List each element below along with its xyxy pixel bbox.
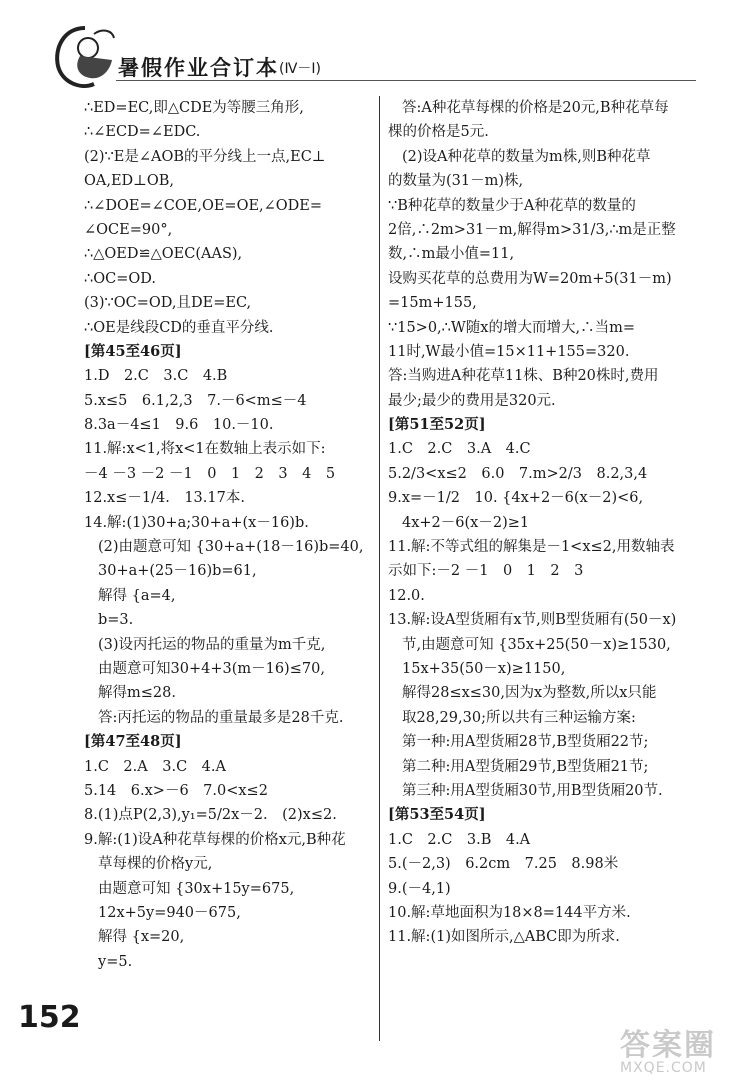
- book-title: 暑假作业合订本: [118, 56, 279, 80]
- answer-line: 解得 {a=4,: [98, 587, 176, 604]
- answer-line: 11时,W最小值=15×11+155=320.: [388, 343, 630, 360]
- answer-line: ∴△OED≌△OEC(AAS),: [84, 246, 243, 263]
- answer-line: 9.x=－1/2 10. {4x+2－6(x－2)<6,: [388, 490, 644, 507]
- answer-line: 最少;最少的费用是320元.: [388, 392, 556, 409]
- answer-line: 的数量为(31－m)株,: [388, 173, 524, 190]
- answer-line: ∴ED=EC,即△CDE为等腰三角形,: [84, 100, 304, 116]
- answer-line: 15x+35(50－x)≥1150,: [402, 660, 566, 677]
- answer-line: ∵B种花草的数量少于A种花草的数量的: [388, 197, 636, 214]
- answer-line: b=3.: [98, 612, 134, 629]
- answer-line: 草每棵的价格y元,: [98, 856, 213, 873]
- answer-line: 5.2/3<x≤2 6.0 7.m>2/3 8.2,3,4: [388, 465, 648, 482]
- answer-line: =15m+155,: [388, 295, 477, 312]
- answer-line: 2倍,∴2m>31－m,解得m>31/3,∴m是正整: [388, 221, 676, 238]
- answer-line: 1.C 2.C 3.B 4.A: [388, 831, 531, 848]
- column-divider: [379, 96, 380, 1041]
- book-volume: (Ⅳ－Ⅰ): [279, 61, 321, 77]
- answer-line: 示如下:－2 －1 0 1 2 3: [388, 563, 584, 580]
- section-heading: [ 第47至48页 ]: [84, 730, 376, 754]
- answer-line: 4x+2－6(x－2)≥1: [402, 514, 530, 531]
- section-heading: [ 第51至52页 ]: [388, 413, 714, 437]
- answer-line: 14.解:(1)30+a;30+a+(x－16)b.: [84, 514, 309, 531]
- answer-line: (3)∵OC=OD,且DE=EC,: [84, 295, 252, 312]
- header-rule: [116, 80, 696, 81]
- answer-line: 由题意可知 {30x+15y=675,: [98, 880, 295, 897]
- answer-line: ∴OC=OD.: [84, 270, 156, 287]
- answer-line: (2)由题意可知 {30+a+(18－16)b=40,: [98, 539, 364, 556]
- answer-line: 棵的价格是5元.: [388, 124, 489, 141]
- answer-line: 11.解:(1)如图所示,△ABC即为所求.: [388, 929, 620, 946]
- answer-line: OA,ED⊥OB,: [84, 173, 174, 190]
- answer-line: 解得28≤x≤30,因为x为整数,所以x只能: [402, 685, 657, 702]
- answer-line: ∵15>0,∴W随x的增大而增大,∴当m=: [388, 319, 635, 336]
- answer-line: 1.C 2.A 3.C 4.A: [84, 758, 226, 775]
- watermark-url: MXQE.COM: [620, 1060, 707, 1076]
- answer-line: 30+a+(25－16)b=61,: [98, 563, 257, 580]
- watermark-text: 答案圈: [620, 1028, 716, 1063]
- answer-line: －4 －3 －2 －1 0 1 2 3 4 5: [84, 465, 336, 482]
- bird-logo-icon: [50, 22, 120, 94]
- answer-line: y=5.: [98, 953, 133, 970]
- page-number: 152: [18, 1000, 81, 1035]
- answer-line: 9.(－4,1): [388, 880, 451, 897]
- answer-line: 答:当购进A种花草11株、B种20株时,费用: [388, 368, 659, 385]
- answer-line: 9.解:(1)设A种花草每棵的价格x元,B种花: [84, 831, 346, 848]
- answer-line: ∴∠ECD=∠EDC.: [84, 124, 201, 141]
- answer-line: 由题意可知30+4+3(m－16)≤70,: [98, 660, 325, 677]
- answer-line: ∠OCE=90°,: [84, 221, 173, 238]
- answer-line: 8.(1)点P(2,3),y₁=5/2x－2. (2)x≤2.: [84, 807, 337, 824]
- answer-line: (3)设丙托运的物品的重量为m千克,: [98, 636, 326, 653]
- answer-line: 8.3a－4≤1 9.6 10.－10.: [84, 417, 274, 434]
- answer-line: (2)∵E是∠AOB的平分线上一点,EC⊥: [84, 148, 326, 165]
- answer-line: 节,由题意可知 {35x+25(50－x)≥1530,: [402, 636, 671, 653]
- watermark: [620, 1020, 740, 1078]
- answer-line: 5.x≤5 6.1,2,3 7.－6<m≤－4: [84, 392, 307, 409]
- answer-line: 10.解:草地面积为18×8=144平方米.: [388, 904, 631, 921]
- page-header: [0, 0, 750, 100]
- answer-line: 数,∴m最小值=11,: [388, 246, 515, 263]
- answer-line: 1.D 2.C 3.C 4.B: [84, 368, 228, 385]
- answer-line: ∴∠DOE=∠COE,OE=OE,∠ODE=: [84, 197, 323, 214]
- answer-line: 11.解:不等式组的解集是－1<x≤2,用数轴表: [388, 539, 675, 556]
- answer-line: 答:A种花草每棵的价格是20元,B种花草每: [402, 100, 669, 116]
- answer-line: 设购买花草的总费用为W=20m+5(31－m): [388, 270, 672, 287]
- answer-line: 5.(－2,3) 6.2cm 7.25 8.98米: [388, 856, 619, 873]
- answer-line: 解得m≤28.: [98, 685, 176, 702]
- answer-line: (2)设A种花草的数量为m株,则B种花草: [402, 148, 651, 165]
- right-answer-column: [388, 96, 714, 950]
- answer-line: 第二种:用A型货厢29节,B型货厢21节;: [402, 758, 649, 775]
- answer-line: 答:丙托运的物品的重量最多是28千克.: [98, 709, 344, 726]
- answer-line: 12.0.: [388, 587, 425, 604]
- section-heading: [ 第45至46页 ]: [84, 340, 376, 364]
- answer-line: 解得 {x=20,: [98, 929, 185, 946]
- answer-line: 12.x≤－1/4. 13.17本.: [84, 490, 245, 507]
- answer-line: 11.解:x<1,将x<1在数轴上表示如下:: [84, 441, 326, 458]
- answer-line: ∴OE是线段CD的垂直平分线.: [84, 319, 274, 336]
- left-answer-column: [84, 96, 376, 974]
- answer-line: 5.14 6.x>－6 7.0<x≤2: [84, 782, 268, 799]
- answer-line: 第一种:用A型货厢28节,B型货厢22节;: [402, 734, 649, 751]
- answer-line: 1.C 2.C 3.A 4.C: [388, 441, 531, 458]
- answer-line: 取28,29,30;所以共有三种运输方案:: [402, 709, 636, 726]
- answer-line: 12x+5y=940－675,: [98, 904, 241, 921]
- answer-line: 第三种:用A型货厢30节,用B型货厢20节.: [402, 782, 663, 799]
- answer-line: 13.解:设A型货厢有x节,则B型货厢有(50－x): [388, 612, 677, 629]
- section-heading: [ 第53至54页 ]: [388, 803, 714, 827]
